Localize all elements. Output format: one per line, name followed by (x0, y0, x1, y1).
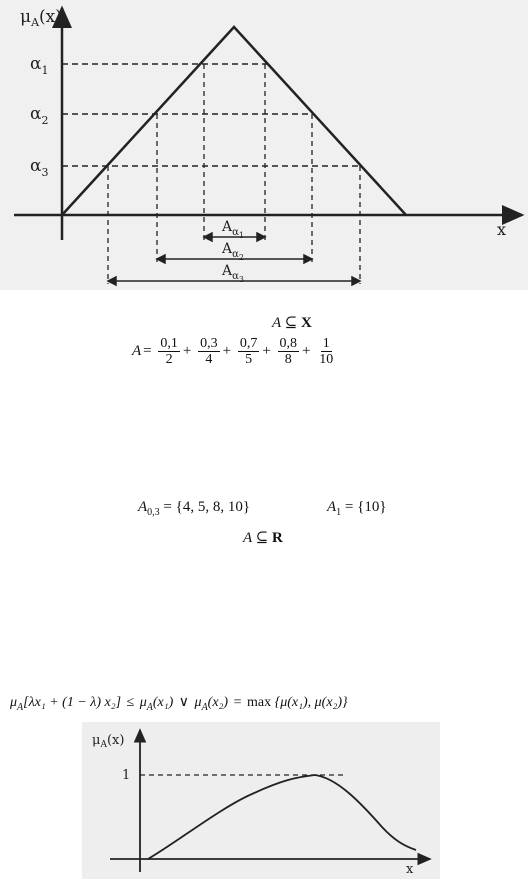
convex-membership-diagram (82, 722, 440, 879)
y-axis-label: $\mu_A(x)$ (92, 733, 125, 750)
alpha2-cut-label: $A_{\alpha 2}$ (222, 241, 244, 262)
alpha3-cut-label: $A_{\alpha 3}$ (222, 263, 244, 284)
subset-x-formula: A ⊆ X (272, 315, 312, 331)
fraction-term: $\frac{0,7}{5}$ (239, 336, 258, 367)
x-axis-label: x (406, 862, 414, 877)
level-one-label: 1 (122, 768, 131, 783)
fraction-term: $\frac{0,8}{8}$ (279, 336, 298, 367)
fraction-term: $\frac{1}{10}$ (319, 336, 334, 367)
core-formula: $A_1 = \{10\}$ (327, 499, 387, 518)
x-axis-label: x (497, 220, 507, 239)
alpha2-label: $\alpha_2$ (30, 104, 49, 127)
alpha1-cut-label: $A_{\alpha 1}$ (222, 219, 244, 240)
fraction-term: $\frac{0,3}{4}$ (200, 336, 218, 367)
triangle-membership-curve (62, 27, 406, 215)
figure2-panel (82, 722, 440, 879)
y-axis-label: $\mu_A(x)$ (20, 7, 62, 29)
alpha-cut-formula: $A_{0,3} = \{4$, 5, 8, 10} (138, 499, 251, 518)
fuzzy-set-formula: A = $\frac{0,1}{2}$ + $\frac{0,3}{4}$ + $\frac{0,7}{5}$ + $\frac{0,8}{8}$ + $\frac{1}{10}$ (132, 336, 334, 367)
alpha3-label: $\alpha_3$ (30, 156, 49, 179)
fraction-term: $\frac{0,1}{2}$ (160, 336, 178, 367)
convex-membership-curve (148, 775, 416, 859)
figure1-panel (0, 0, 528, 290)
triangular-membership-diagram (0, 0, 528, 290)
alpha1-label: $\alpha_1$ (30, 54, 49, 77)
subset-r-formula: A ⊆ R (243, 530, 283, 546)
convexity-formula: $\mu_A[\lambda x_1 + (1 - \lambda) x_2] \le \mu_A(x_1)$ ∨ $\mu_A(x_2) = \max \{\mu(x_1)$, μ(x₂)} (10, 695, 348, 713)
